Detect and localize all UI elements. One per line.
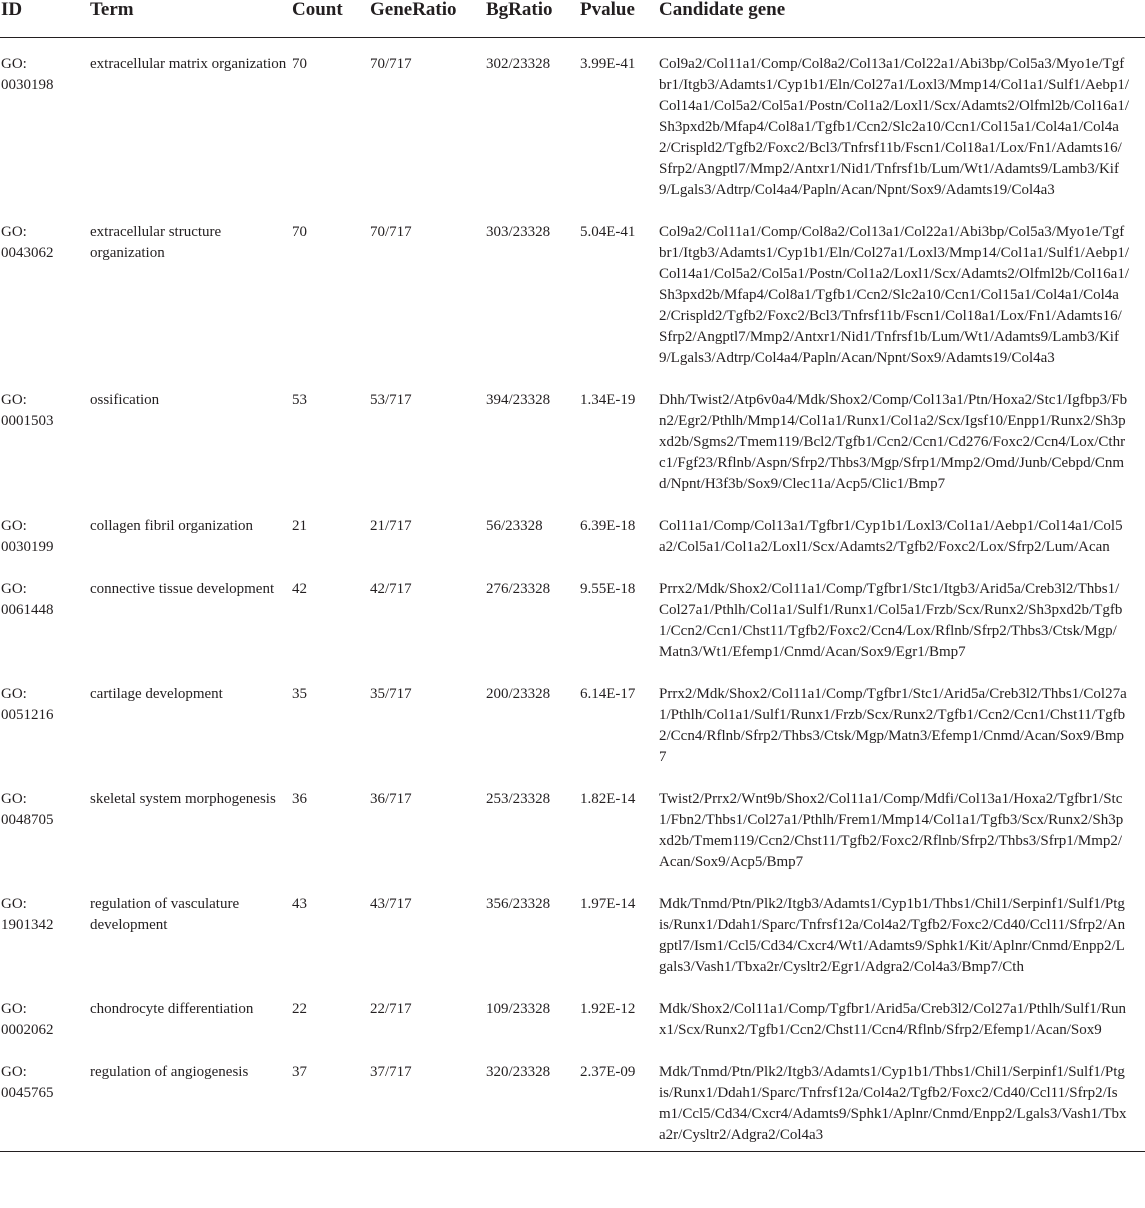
go-id-number: 0045765	[1, 1085, 54, 1101]
bg-ratio-cell: 56/23328	[486, 518, 543, 534]
pvalue-cell: 3.99E-41	[580, 56, 636, 72]
term-cell: ossification	[90, 392, 160, 408]
gene-ratio-cell: 21/717	[370, 518, 412, 534]
pvalue-cell: 1.92E-12	[580, 1001, 636, 1017]
candidate-gene-cell	[659, 983, 1145, 1046]
count-cell: 43	[292, 896, 307, 912]
header-id: ID	[0, 0, 90, 38]
count-cell: 35	[292, 686, 307, 702]
candidate-gene-list: Prrx2/Mdk/Shox2/Col11a1/Comp/Tgfbr1/Stc1/Arid5a/Creb3l2/Thbs1/Col27a1/Pthlh/Col1a1/Sulf1/Runx1/Frzb/Scx/Runx2/Tgfb1/Ccn2/Ccn1/Chst11/Tgfb2/Ccn4/Rflnb/Sfrp2/Thbs3/Ctsk/Mgp/Matn3/Efemp1/Cnmd/Acan/Sox9/Bmp7	[659, 686, 1127, 765]
candidate-gene-cell	[659, 500, 1145, 563]
bg-ratio-cell: 356/23328	[486, 896, 551, 912]
go-id-prefix: GO:	[1, 56, 27, 72]
pvalue-cell: 6.14E-17	[580, 686, 636, 702]
candidate-gene-list: Col11a1/Comp/Col13a1/Tgfbr1/Cyp1b1/Loxl3/Col1a1/Aebp1/Col14a1/Col5a2/Col5a1/Col1a2/Loxl1/Scx/Adamts2/Tgfb2/Foxc2/Lox/Sfrp2/Lum/Acan	[659, 518, 1123, 555]
go-id-cell	[0, 983, 90, 1046]
go-id-cell	[0, 1046, 90, 1152]
gene-ratio-cell: 70/717	[370, 56, 412, 72]
count-cell: 70	[292, 224, 307, 240]
gene-ratio-cell: 70/717	[370, 224, 412, 240]
term-cell: extracellular matrix organization	[90, 56, 287, 72]
go-id-number: 0043062	[1, 245, 54, 261]
term-cell: collagen fibril organization	[90, 518, 254, 534]
go-id-prefix: GO:	[1, 581, 27, 597]
pvalue-cell: 5.04E-41	[580, 224, 636, 240]
candidate-gene-cell	[659, 206, 1145, 374]
bg-ratio-cell: 302/23328	[486, 56, 551, 72]
table-row	[0, 206, 1145, 374]
go-id-cell	[0, 878, 90, 983]
candidate-gene-cell	[659, 38, 1145, 207]
candidate-gene-cell	[659, 374, 1145, 500]
go-id-cell	[0, 38, 90, 207]
go-id-number: 0030198	[1, 77, 54, 93]
header-row	[0, 0, 1145, 38]
go-id-prefix: GO:	[1, 1064, 27, 1080]
term-cell: skeletal system morphogenesis	[90, 791, 276, 807]
count-cell: 53	[292, 392, 307, 408]
go-id-prefix: GO:	[1, 518, 27, 534]
candidate-gene-list: Mdk/Tnmd/Ptn/Plk2/Itgb3/Adamts1/Cyp1b1/Thbs1/Chil1/Serpinf1/Sulf1/Ptgis/Runx1/Ddah1/Sparc/Tnfrsf12a/Col4a2/Tgfb2/Foxc2/Cd40/Ccl11/Sfrp2/Ism1/Ccl5/Cd34/Cxcr4/Adamts9/Sphk1/Aplnr/Cnmd/Enpp2/Lgals3/Vash1/Tbxa2r/Cysltr2/Adgra2/Col4a3	[659, 1064, 1127, 1143]
gene-ratio-cell: 42/717	[370, 581, 412, 597]
gene-ratio-cell: 35/717	[370, 686, 412, 702]
go-id-prefix: GO:	[1, 791, 27, 807]
header-bg-ratio: BgRatio	[486, 0, 580, 38]
go-id-cell	[0, 668, 90, 773]
go-id-prefix: GO:	[1, 392, 27, 408]
candidate-gene-cell	[659, 563, 1145, 668]
table-body	[0, 38, 1145, 1152]
candidate-gene-list: Mdk/Shox2/Col11a1/Comp/Tgfbr1/Arid5a/Creb3l2/Col27a1/Pthlh/Sulf1/Runx1/Scx/Runx2/Tgfb1/Ccn2/Chst11/Ccn4/Rflnb/Sfrp2/Efemp1/Acan/Sox9	[659, 1001, 1126, 1038]
header-gene-ratio: GeneRatio	[370, 0, 486, 38]
gene-ratio-cell: 43/717	[370, 896, 412, 912]
go-id-number: 1901342	[1, 917, 54, 933]
pvalue-cell: 2.37E-09	[580, 1046, 659, 1152]
header-pvalue: Pvalue	[580, 0, 659, 38]
candidate-gene-cell	[659, 878, 1145, 983]
term-cell: regulation of angiogenesis	[90, 1046, 292, 1152]
bg-ratio-cell: 394/23328	[486, 392, 551, 408]
go-id-number: 0061448	[1, 602, 54, 618]
term-cell: extracellular structure organization	[90, 224, 222, 261]
header-term: Term	[90, 0, 292, 38]
bg-ratio-cell: 253/23328	[486, 791, 551, 807]
pvalue-cell: 6.39E-18	[580, 518, 636, 534]
go-id-prefix: GO:	[1, 686, 27, 702]
table-header	[0, 0, 1145, 38]
candidate-gene-list: Mdk/Tnmd/Ptn/Plk2/Itgb3/Adamts1/Cyp1b1/Thbs1/Chil1/Serpinf1/Sulf1/Ptgis/Runx1/Ddah1/Sparc/Tnfrsf12a/Col4a2/Tgfb2/Foxc2/Cd40/Ccl11/Sfrp2/Angptl7/Ism1/Ccl5/Cd34/Cxcr4/Wt1/Adamts9/Sphk1/Kit/Aplnr/Cnmd/Enpp2/Lgals3/Vash1/Tbxa2r/Cysltr2/Egr1/Adgra2/Col4a3/Bmp7/Cth	[659, 896, 1126, 975]
go-id-prefix: GO:	[1, 1001, 27, 1017]
pvalue-cell: 1.97E-14	[580, 896, 636, 912]
go-id-number: 0001503	[1, 413, 54, 429]
candidate-gene-cell	[659, 773, 1145, 878]
count-cell: 21	[292, 518, 307, 534]
go-id-cell	[0, 563, 90, 668]
count-cell: 42	[292, 581, 307, 597]
go-id-cell	[0, 500, 90, 563]
header-count: Count	[292, 0, 370, 38]
go-id-number: 0030199	[1, 539, 54, 555]
go-id-number: 0002062	[1, 1022, 54, 1038]
table-row	[0, 983, 1145, 1046]
go-id-number: 0048705	[1, 812, 54, 828]
table-row	[0, 773, 1145, 878]
candidate-gene-list: Prrx2/Mdk/Shox2/Col11a1/Comp/Tgfbr1/Stc1/Itgb3/Arid5a/Creb3l2/Thbs1/Col27a1/Pthlh/Col1a1/Sulf1/Runx1/Col5a1/Frzb/Scx/Runx2/Sh3pxd2b/Tgfb1/Ccn2/Ccn1/Chst11/Tgfb2/Foxc2/Ccn4/Lox/Rflnb/Sfrp2/Thbs3/Ctsk/Mgp/Matn3/Wt1/Efemp1/Cnmd/Acan/Sox9/Egr1/Bmp7	[659, 581, 1123, 660]
candidate-gene-list: Twist2/Prrx2/Wnt9b/Shox2/Col11a1/Comp/Mdfi/Col13a1/Hoxa2/Tgfbr1/Stc1/Fbn2/Thbs1/Col27a1/Pthlh/Frem1/Mmp14/Col1a1/Tgfb3/Scx/Runx2/Sh3pxd2b/Tmem119/Ccn2/Chst11/Tgfb2/Foxc2/Rflnb/Sfrp2/Thbs3/Sfrp1/Mmp2/Acan/Sox9/Acp5/Bmp7	[659, 791, 1124, 870]
term-cell: regulation of vasculature development	[90, 896, 240, 933]
count-cell: 70	[292, 56, 307, 72]
go-id-number: 0051216	[1, 707, 54, 723]
candidate-gene-cell	[659, 668, 1145, 773]
term-cell: connective tissue development	[90, 581, 275, 597]
term-cell: chondrocyte differentiation	[90, 1001, 254, 1017]
table-row	[0, 668, 1145, 773]
candidate-gene-list: Col9a2/Col11a1/Comp/Col8a2/Col13a1/Col22a1/Abi3bp/Col5a3/Myo1e/Tgfbr1/Itgb3/Adamts1/Cyp1b1/Eln/Col27a1/Loxl3/Mmp14/Col1a1/Sulf1/Aebp1/Col14a1/Col5a2/Col5a1/Postn/Col1a2/Loxl1/Scx/Adamts2/Olfml2b/Col16a1/Sh3pxd2b/Mfap4/Col8a1/Tgfb1/Ccn2/Slc2a10/Ccn1/Col15a1/Col4a1/Col4a2/Crispld2/Tgfb2/Foxc2/Bcl3/Tnfrsf11b/Fscn1/Col18a1/Lox/Fn1/Adamts16/Sfrp2/Angptl7/Mmp2/Antxr1/Nid1/Tnfrsf1b/Lum/Wt1/Adamts9/Lamb3/Kif9/Lgals3/Adtrp/Col4a4/Papln/Acan/Npnt/Sox9/Adamts19/Col4a3	[659, 224, 1129, 366]
bg-ratio-cell: 276/23328	[486, 581, 551, 597]
count-cell: 22	[292, 1001, 307, 1017]
go-id-cell	[0, 206, 90, 374]
bg-ratio-cell: 320/23328	[486, 1046, 580, 1152]
bg-ratio-cell: 200/23328	[486, 686, 551, 702]
gene-ratio-cell: 37/717	[370, 1046, 486, 1152]
candidate-gene-list: Col9a2/Col11a1/Comp/Col8a2/Col13a1/Col22a1/Abi3bp/Col5a3/Myo1e/Tgfbr1/Itgb3/Adamts1/Cyp1b1/Eln/Col27a1/Loxl3/Mmp14/Col1a1/Sulf1/Aebp1/Col14a1/Col5a2/Col5a1/Postn/Col1a2/Loxl1/Scx/Adamts2/Olfml2b/Col16a1/Sh3pxd2b/Mfap4/Col8a1/Tgfb1/Ccn2/Slc2a10/Ccn1/Col15a1/Col4a1/Col4a2/Crispld2/Tgfb2/Foxc2/Bcl3/Tnfrsf11b/Fscn1/Col18a1/Lox/Fn1/Adamts16/Sfrp2/Angptl7/Mmp2/Antxr1/Nid1/Tnfrsf1b/Lum/Wt1/Adamts9/Lamb3/Kif9/Lgals3/Adtrp/Col4a4/Papln/Acan/Npnt/Sox9/Adamts19/Col4a3	[659, 56, 1129, 198]
table-row	[0, 500, 1145, 563]
count-cell: 37	[292, 1046, 370, 1152]
go-id-cell	[0, 374, 90, 500]
count-cell: 36	[292, 791, 307, 807]
pvalue-cell: 1.82E-14	[580, 791, 636, 807]
header-candidate-gene: Candidate gene	[659, 0, 1145, 38]
table-row	[0, 38, 1145, 207]
candidate-gene-list: Dhh/Twist2/Atp6v0a4/Mdk/Shox2/Comp/Col13a1/Ptn/Hoxa2/Stc1/Igfbp3/Fbn2/Egr2/Pthlh/Mmp14/Col1a1/Runx1/Col1a2/Scx/Igsf10/Enpp1/Runx2/Sh3pxd2b/Sgms2/Tmem119/Bcl2/Tgfb1/Ccn2/Ccn1/Cd276/Foxc2/Ccn4/Lox/Cthrc1/Fgf23/Rflnb/Aspn/Sfrp2/Thbs3/Mgp/Sfrp1/Mmp2/Omd/Junb/Cebpd/Cnmd/Npnt/H3f3b/Sox9/Clec11a/Acp5/Clic1/Bmp7	[659, 392, 1128, 492]
pvalue-cell: 9.55E-18	[580, 581, 636, 597]
candidate-gene-cell	[659, 1046, 1145, 1152]
gene-ratio-cell: 53/717	[370, 392, 412, 408]
go-id-prefix: GO:	[1, 896, 27, 912]
pvalue-cell: 1.34E-19	[580, 392, 636, 408]
gene-ratio-cell: 22/717	[370, 1001, 412, 1017]
table-row	[0, 563, 1145, 668]
gene-ratio-cell: 36/717	[370, 791, 412, 807]
table-row	[0, 374, 1145, 500]
go-id-cell	[0, 773, 90, 878]
bg-ratio-cell: 109/23328	[486, 1001, 551, 1017]
go-id-prefix: GO:	[1, 224, 27, 240]
bg-ratio-cell: 303/23328	[486, 224, 551, 240]
table-row	[0, 878, 1145, 983]
term-cell: cartilage development	[90, 686, 223, 702]
table-row	[0, 1046, 1145, 1152]
